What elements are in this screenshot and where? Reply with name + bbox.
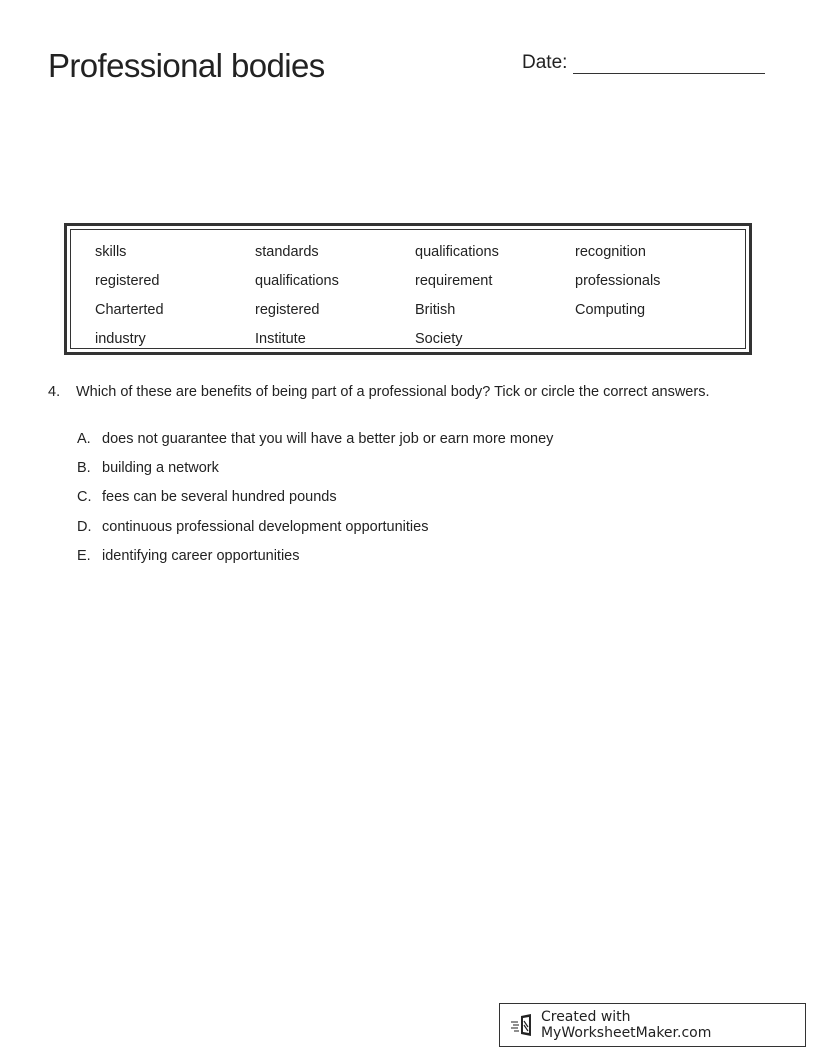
word-bank-grid bbox=[70, 229, 746, 349]
word-bank bbox=[64, 223, 752, 355]
answer-option-a[interactable] bbox=[77, 424, 553, 453]
word-bank-item: registered bbox=[95, 273, 160, 289]
option-text: building a network bbox=[102, 459, 219, 476]
answer-options bbox=[77, 424, 553, 570]
option-letter: B. bbox=[77, 459, 91, 476]
date-field-group bbox=[522, 52, 765, 74]
word-bank-item: British bbox=[415, 302, 456, 318]
option-text: continuous professional development opportunities bbox=[102, 518, 429, 535]
page-title: Professional bodies bbox=[48, 47, 325, 84]
answer-option-b[interactable] bbox=[77, 453, 553, 482]
answer-option-d[interactable] bbox=[77, 512, 553, 541]
option-text: identifying career opportunities bbox=[102, 547, 300, 564]
footer-badge[interactable] bbox=[499, 1003, 806, 1047]
question-prompt bbox=[48, 384, 709, 400]
option-text: does not guarantee that you will have a better job or earn more money bbox=[102, 430, 554, 447]
date-label: Date: bbox=[522, 52, 568, 73]
word-bank-item: skills bbox=[95, 244, 127, 260]
word-bank-item: Society bbox=[415, 331, 463, 347]
option-letter: E. bbox=[77, 547, 91, 564]
option-text: fees can be several hundred pounds bbox=[102, 489, 337, 506]
word-bank-item: standards bbox=[255, 244, 319, 260]
footer-credit-text: Created with MyWorksheetMaker.com bbox=[540, 1009, 712, 1041]
word-bank-item: professionals bbox=[575, 273, 661, 289]
word-bank-item: registered bbox=[255, 302, 320, 318]
word-bank-item: industry bbox=[95, 331, 146, 347]
answer-option-c[interactable] bbox=[77, 483, 553, 512]
option-letter: C. bbox=[77, 489, 92, 506]
word-bank-item: Computing bbox=[575, 302, 646, 318]
word-bank-item: Institute bbox=[255, 331, 306, 347]
worksheet-maker-logo-icon bbox=[510, 1013, 536, 1037]
question-number: 4. bbox=[48, 384, 61, 400]
option-letter: A. bbox=[77, 430, 91, 447]
word-bank-item: requirement bbox=[415, 273, 493, 289]
word-bank-item: recognition bbox=[575, 244, 646, 260]
option-letter: D. bbox=[77, 518, 92, 535]
date-input-line[interactable] bbox=[573, 54, 765, 74]
question-text: Which of these are benefits of being part of a professional body? Tick or circle the correct answers. bbox=[76, 384, 710, 400]
word-bank-item: qualifications bbox=[255, 273, 339, 289]
word-bank-item: qualifications bbox=[415, 244, 499, 260]
word-bank-item: Charterted bbox=[95, 302, 164, 318]
answer-option-e[interactable] bbox=[77, 541, 553, 570]
